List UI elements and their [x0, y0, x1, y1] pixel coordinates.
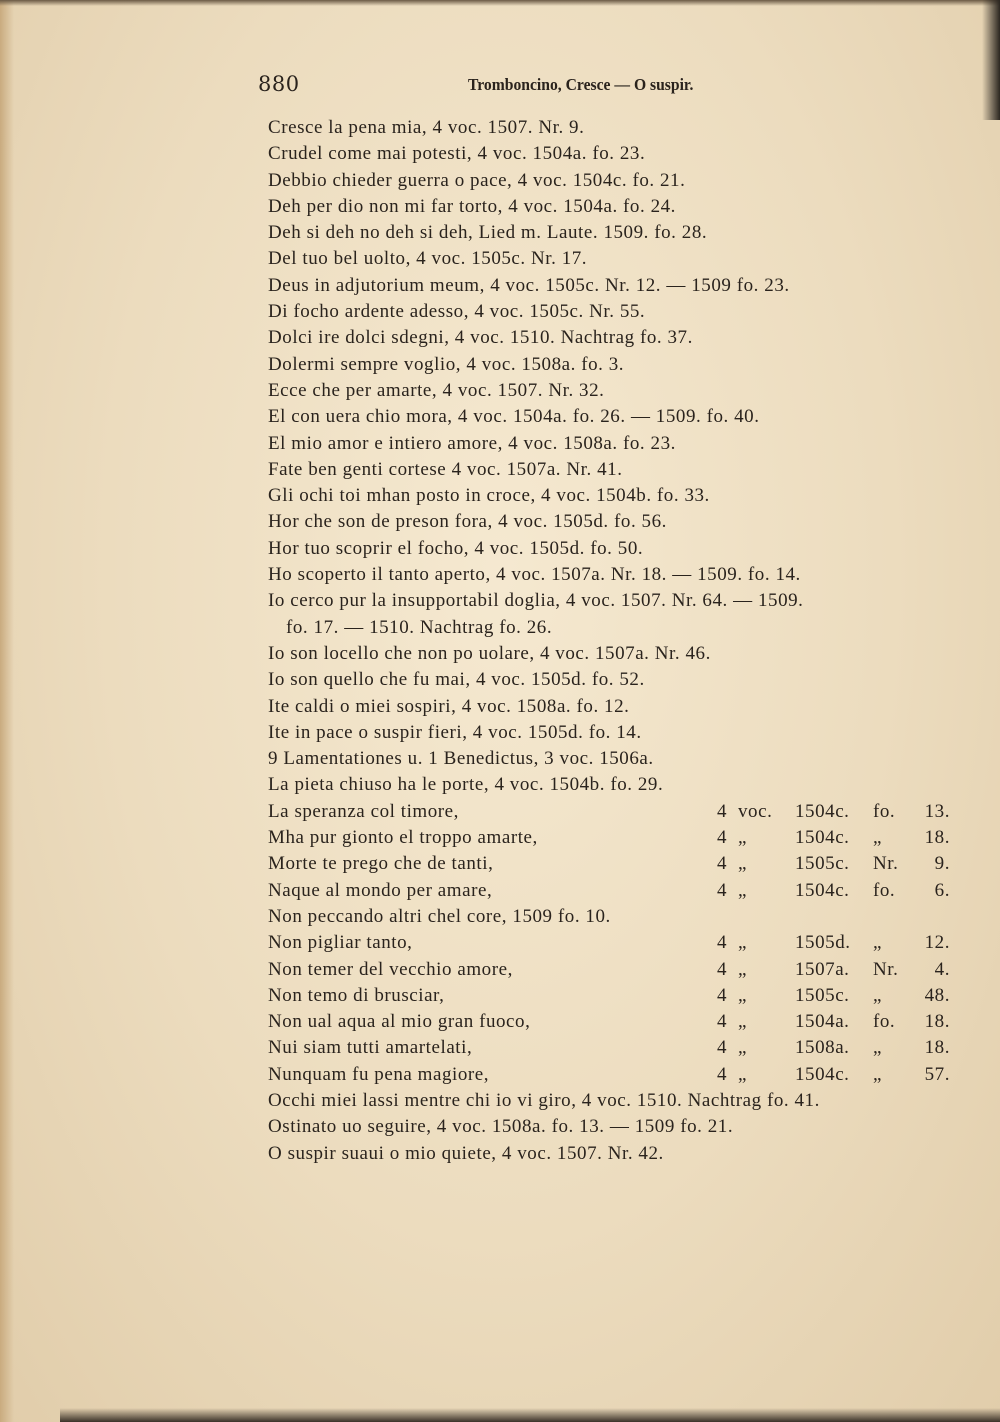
entry-voices: 4 [716, 958, 728, 980]
entry-list [268, 115, 948, 1167]
entry-voices: 4 [716, 853, 728, 875]
entry-title: Nui siam tutti amartelati, [268, 1037, 473, 1059]
entry-voc: voc. [738, 800, 773, 822]
tabular-entry [268, 930, 948, 956]
entry-line: La pieta chiuso ha le porte, 4 voc. 1504b. fo. 29. [268, 774, 664, 796]
entry-voices: 4 [716, 800, 728, 822]
entry-print: 1505c. [795, 853, 850, 875]
tabular-entry [268, 1009, 948, 1035]
entry-line: Di focho ardente adesso, 4 voc. 1505c. Nr. 55. [268, 301, 646, 323]
entry-voc: „ [738, 827, 747, 849]
entry-line: El mio amor e intiero amore, 4 voc. 1508a. fo. 23. [268, 432, 676, 454]
entry-continuation-line: fo. 17. — 1510. Nachtrag fo. 26. [286, 616, 553, 638]
tabular-entry [268, 799, 948, 825]
entry-title: Non ual aqua al mio gran fuoco, [268, 1011, 531, 1033]
entry-line: Crudel come mai potesti, 4 voc. 1504a. fo. 23. [268, 143, 646, 165]
entry-print: 1505d. [795, 932, 851, 954]
entry-voc: „ [738, 958, 747, 980]
entry-line: Deh per dio non mi far torto, 4 voc. 1504a. fo. 24. [268, 195, 676, 217]
entry-line: Io son quello che fu mai, 4 voc. 1505d. fo. 52. [268, 669, 645, 691]
entry-location-type: Nr. [873, 958, 899, 980]
entry-print: 1505c. [795, 984, 850, 1006]
entry-title: La speranza col timore, [268, 800, 459, 822]
entry-line: Non peccando altri chel core, 1509 fo. 10. [268, 905, 611, 927]
tabular-entry [268, 957, 948, 983]
page-edge-left [0, 0, 14, 1422]
running-head: Tromboncino, Cresce — O suspir. [468, 75, 694, 94]
entry-line: Dolci ire dolci sdegni, 4 voc. 1510. Nachtrag fo. 37. [268, 327, 693, 349]
entry-title: Naque al mondo per amare, [268, 879, 493, 901]
tabular-entry [268, 851, 948, 877]
entry-voices: 4 [716, 1063, 728, 1085]
entry-title: Morte te prego che de tanti, [268, 853, 494, 875]
entry-line: Occhi miei lassi mentre chi io vi giro, 4 voc. 1510. Nachtrag fo. 41. [268, 1089, 820, 1111]
entry-title: Nunquam fu pena magiore, [268, 1063, 490, 1085]
entry-voices: 4 [716, 932, 728, 954]
entry-title: Non pigliar tanto, [268, 932, 413, 954]
entry-location-number: 12. [924, 932, 950, 954]
entry-location-type: „ [873, 1037, 882, 1059]
tabular-entry [268, 983, 948, 1009]
entry-line: Ho scoperto il tanto aperto, 4 voc. 1507a. Nr. 18. — 1509. fo. 14. [268, 564, 801, 586]
entry-line: 9 Lamentationes u. 1 Benedictus, 3 voc. 1506a. [268, 748, 654, 770]
tabular-entry [268, 825, 948, 851]
entry-line: Debbio chieder guerra o pace, 4 voc. 1504c. fo. 21. [268, 169, 686, 191]
entry-print: 1504c. [795, 827, 850, 849]
entry-print: 1504c. [795, 800, 850, 822]
page-edge-top [0, 0, 1000, 6]
entry-voc: „ [738, 853, 747, 875]
entry-line: Dolermi sempre voglio, 4 voc. 1508a. fo. 3. [268, 353, 625, 375]
entry-line: Cresce la pena mia, 4 voc. 1507. Nr. 9. [268, 117, 585, 138]
entry-print: 1504a. [795, 1011, 850, 1033]
entry-line: Ite in pace o suspir fieri, 4 voc. 1505d. fo. 14. [268, 721, 642, 743]
entry-print: 1504c. [795, 879, 850, 901]
entry-line: Deh si deh no deh si deh, Lied m. Laute. 1509. fo. 28. [268, 222, 708, 244]
entry-print: 1504c. [795, 1063, 850, 1085]
entry-location-type: fo. [873, 1011, 896, 1033]
entry-voices: 4 [716, 1037, 728, 1059]
entry-location-type: „ [873, 932, 882, 954]
entry-voc: „ [738, 932, 747, 954]
entry-title: Mha pur gionto el troppo amarte, [268, 827, 538, 849]
entry-line: Ecce che per amarte, 4 voc. 1507. Nr. 32. [268, 379, 605, 401]
tabular-entry [268, 878, 948, 904]
entry-location-type: fo. [873, 800, 896, 822]
entry-location-number: 48. [924, 984, 950, 1006]
entry-location-type: „ [873, 827, 882, 849]
page-number: 880 [258, 72, 300, 96]
page-edge-bottom [60, 1408, 1000, 1422]
entry-line: Fate ben genti cortese 4 voc. 1507a. Nr. 41. [268, 458, 623, 480]
entry-line: Hor che son de preson fora, 4 voc. 1505d. fo. 56. [268, 511, 667, 533]
entry-voc: „ [738, 1011, 747, 1033]
entry-location-type: Nr. [873, 853, 899, 875]
entry-voices: 4 [716, 984, 728, 1006]
entry-voc: „ [738, 1037, 747, 1059]
entry-location-number: 57. [924, 1063, 950, 1085]
entry-location-number: 18. [924, 827, 950, 849]
entry-title: Non temo di brusciar, [268, 984, 445, 1006]
entry-print: 1507a. [795, 958, 850, 980]
entry-location-number: 13. [924, 800, 950, 822]
entry-voc: „ [738, 984, 747, 1006]
entry-voices: 4 [716, 827, 728, 849]
entry-line: Gli ochi toi mhan posto in croce, 4 voc. 1504b. fo. 33. [268, 485, 710, 507]
page-header [0, 72, 1000, 102]
tabular-entry [268, 1035, 948, 1061]
entry-line: Del tuo bel uolto, 4 voc. 1505c. Nr. 17. [268, 248, 588, 270]
entry-line: Io cerco pur la insupportabil doglia, 4 voc. 1507. Nr. 64. — 1509. [268, 590, 804, 612]
entry-location-number: 18. [924, 1011, 950, 1033]
entry-location-number: 9. [934, 853, 950, 875]
entry-voc: „ [738, 879, 747, 901]
entry-line: El con uera chio mora, 4 voc. 1504a. fo. 26. — 1509. fo. 40. [268, 406, 760, 428]
entry-location-type: „ [873, 984, 882, 1006]
entry-line: Ite caldi o miei sospiri, 4 voc. 1508a. fo. 12. [268, 695, 630, 717]
entry-title: Non temer del vecchio amore, [268, 958, 513, 980]
entry-print: 1508a. [795, 1037, 850, 1059]
entry-voc: „ [738, 1063, 747, 1085]
page-edge-right [982, 0, 1000, 120]
entry-location-number: 18. [924, 1037, 950, 1059]
entry-location-type: fo. [873, 879, 896, 901]
entry-location-number: 4. [934, 958, 950, 980]
entry-location-number: 6. [934, 879, 950, 901]
entry-location-type: „ [873, 1063, 882, 1085]
tabular-entry [268, 1062, 948, 1088]
entry-voices: 4 [716, 879, 728, 901]
entry-line: O suspir suaui o mio quiete, 4 voc. 1507. Nr. 42. [268, 1142, 664, 1164]
entry-line: Deus in adjutorium meum, 4 voc. 1505c. Nr. 12. — 1509 fo. 23. [268, 274, 790, 296]
entry-line: Hor tuo scoprir el focho, 4 voc. 1505d. fo. 50. [268, 537, 644, 559]
entry-line: Io son locello che non po uolare, 4 voc. 1507a. Nr. 46. [268, 642, 711, 664]
entry-voices: 4 [716, 1011, 728, 1033]
entry-line: Ostinato uo seguire, 4 voc. 1508a. fo. 13. — 1509 fo. 21. [268, 1116, 734, 1138]
